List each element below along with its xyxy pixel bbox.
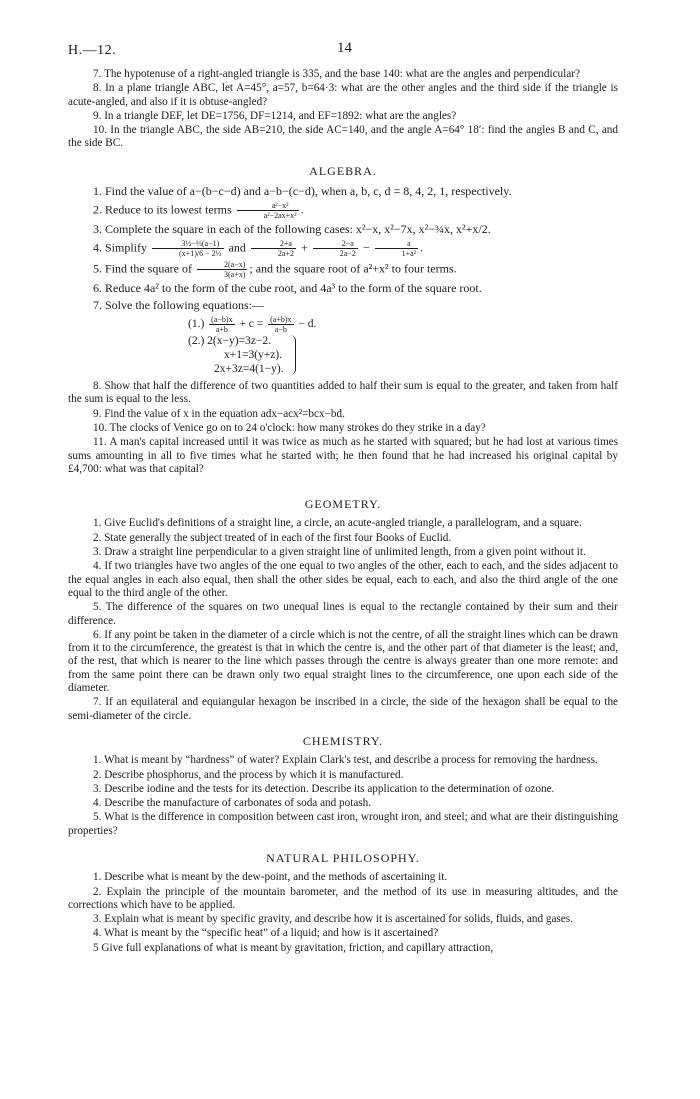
question: 4. What is meant by the “specific heat” of a liquid; and how is it ascertained? (93, 927, 439, 940)
numerator: a²−x² (237, 201, 299, 211)
question: 3. Explain what is meant by specific gravity, and describe how it is ascertained for solids, fluids, and gases. (93, 913, 573, 926)
question: 3. Describe iodine and the tests for its detection. Describe its application to the determination of ozone. (93, 782, 555, 795)
equation-block (188, 315, 618, 376)
question: 1. Give Euclid's definitions of a straight line, a circle, an acute-angled triangle, a parallelogram, and a square. (93, 517, 582, 530)
numerator: 3½−⅓(a−1) (152, 239, 224, 249)
denominator: 3(a+x) (223, 270, 246, 280)
fraction (237, 201, 299, 220)
fraction (209, 315, 234, 334)
question: 4. Describe the manufacture of carbonates of soda and potash. (93, 797, 372, 810)
section-title-natural-philosophy: NATURAL PHILOSOPHY. (266, 850, 420, 865)
numerator: (a+b)x (270, 315, 292, 325)
denominator: 2a+2 (277, 249, 294, 259)
equation-1 (188, 315, 618, 334)
question-text: 2. Reduce to its lowest terms (93, 202, 232, 217)
numerator: 2−a (313, 239, 358, 249)
question: 3. Draw a straight line perpendicular to a given straight line of unlimited length, from a given point without it. (93, 546, 586, 559)
document-reference: H.—12. (68, 43, 117, 58)
equation-label: (2.) (188, 335, 205, 348)
fraction (152, 239, 224, 258)
question: 2. Explain the principle of the mountain barometer, and the method of its use in measuring altitudes, and the corrections which have to be applied. (68, 885, 618, 911)
page-number: 14 (337, 40, 352, 56)
question: 9. In a triangle DEF, let DE=1756, DF=1214, and EF=1892: what are the angles? (93, 109, 457, 122)
algebra-questions (68, 184, 618, 376)
question: 6. If any point be taken in the diameter of a circle which is not the centre, of all the straight lines which can be drawn from it to the circumference, the greatest is that in which the centre is, and the other part of that diameter is the least; and, of the rest, that which is nearer to the line which passes through the centre is always greater than one more remote: and from the same point there can be drawn only two equal straight lines to the circumference, one upon each side of the diameter. (68, 628, 618, 695)
equation-operator: − d. (298, 318, 317, 331)
numerator: a (375, 239, 418, 249)
brace (290, 335, 296, 375)
question: 3. Complete the square in each of the following cases: x²−x, x²−7x, x²−¾x, x²+x/2. (93, 222, 491, 237)
question: 7. Solve the following equations:— (93, 298, 264, 313)
numerator: 2+a (251, 239, 296, 249)
section-title-algebra: ALGEBRA. (309, 163, 377, 178)
numerator: (a−b)x (211, 315, 233, 325)
fraction (313, 239, 358, 258)
chemistry-questions (68, 754, 618, 838)
algebra-questions-continued (68, 380, 618, 476)
denominator: a−b (274, 325, 287, 335)
denominator: 2a−2 (339, 249, 356, 259)
question: 7. The hypotenuse of a right-angled triangle is 335, and the base 140: what are the angles and perpendicular? (93, 68, 580, 80)
denominator: (x+1)/6 − 2⅓ (179, 249, 222, 259)
fraction (197, 260, 247, 279)
question: 6. Reduce 4a² to the form of the cube root, and 4a³ to the form of the square root. (93, 281, 482, 296)
question: 4. Simplify $\frac{\text{3½−⅓(a−1)}}{\text{(x+1)/6 − 2⅓}}$ and $\frac{2+a}{2a+2}$ + $\frac{2-a}{2a-2}$ − $\frac{a}{\text{1+a²}}$ . (93, 239, 424, 259)
question: 5. What is the difference in composition between cast iron, wrought iron, and steel; and what are their distinguishing properties? (68, 811, 618, 837)
question: 10. In the triangle ABC, the side AB=210, the side AC=140, and the angle A=64° 18′: find the angles B and C, and the side BC. (68, 124, 618, 150)
fraction (268, 315, 293, 334)
question: 2. Reduce to its lowest terms $\frac{\text{a²−x²}}{\text{a²−2ax+x²}}$ . (93, 201, 304, 221)
equation-line: 2x+3z=4(1−y). (214, 363, 284, 376)
section-title-geometry: GEOMETRY. (304, 497, 382, 512)
denominator: a+b (215, 325, 228, 335)
question: 11. A man's capital increased until it was twice as much as he started with squared; but he had lost at various times sums amounting in all to five times what he started with; he then found that he had increased his original capital by £4,700: what was that capital? (68, 436, 618, 475)
equation-operator: + c = (239, 318, 264, 331)
question-text: ; and the square root of a²+x² to four terms. (249, 261, 457, 276)
conjunction: and (228, 240, 246, 255)
question: 10. The clocks of Venice go on to 24 o'clock: how many strokes do they strike in a day? (93, 421, 486, 434)
question: 4. If two triangles have two angles of the one equal to two angles of the other, each to each, and the sides adjacent to the equal angles in each also equal, then shall the other sides be equal, each to each, and also the third angle of the one equal to the third angle of the other. (68, 560, 618, 599)
question: 5 Give full explanations of what is meant by gravitation, friction, and capillary attraction, (93, 941, 494, 954)
document-page (68, 36, 618, 956)
question: 9. Find the value of x in the equation adx−acx²=bcx−bd. (93, 407, 345, 420)
page-header (68, 36, 618, 62)
question: 2. Describe phosphorus, and the process by which it is manufactured. (93, 768, 404, 781)
denominator: 1+a² (401, 249, 417, 259)
question: 5. The difference of the squares on two unequal lines is equal to the rectangle contained by their sum and their difference. (68, 601, 618, 627)
question: 1. Find the value of a−(b−c−d) and a−b−(c−d), when a, b, c, d = 8, 4, 2, 1, respectively. (93, 184, 512, 199)
question: 7. If an equilateral and equiangular hexagon be inscribed in a circle, the side of the hexagon shall be equal to the semi-diameter of the circle. (68, 696, 618, 722)
section-title-chemistry: CHEMISTRY. (302, 733, 384, 748)
fraction (251, 239, 296, 258)
question: 8. In a plane triangle ABC, let A=45°, a=57, b=64·3: what are the other angles and the third side if the triangle is acute-angled, and also if it is obtuse-angled? (68, 82, 618, 108)
question: 8. Show that half the difference of two quantities added to half their sum is equal to the greater, and taken from half the sum is equal to the less. (68, 380, 618, 406)
equation-label: (1.) (188, 318, 205, 331)
question: 2. State generally the subject treated of in each of the first four Books of Euclid. (93, 531, 452, 544)
fraction (375, 239, 418, 258)
question: 1. Describe what is meant by the dew-point, and the methods of ascertaining it. (93, 871, 448, 884)
question-text: 5. Find the square of (93, 261, 192, 276)
trigonometry-questions (68, 68, 618, 151)
geometry-questions (68, 517, 618, 722)
denominator: a²−2ax+x² (263, 211, 297, 221)
numerator: 2(a−x) (197, 260, 247, 270)
equation-line: 2(x−y)=3z−2. (207, 335, 272, 348)
equation-line: x+1=3(y+z). (224, 349, 283, 362)
question: 1. What is meant by “hardness” of water? Explain Clark's test, and describe a process for removing the hardness. (93, 754, 598, 767)
question (68, 260, 618, 279)
equation-2 (188, 334, 618, 376)
natural-philosophy-questions (68, 871, 618, 955)
question-text: 4. Simplify (93, 240, 148, 255)
